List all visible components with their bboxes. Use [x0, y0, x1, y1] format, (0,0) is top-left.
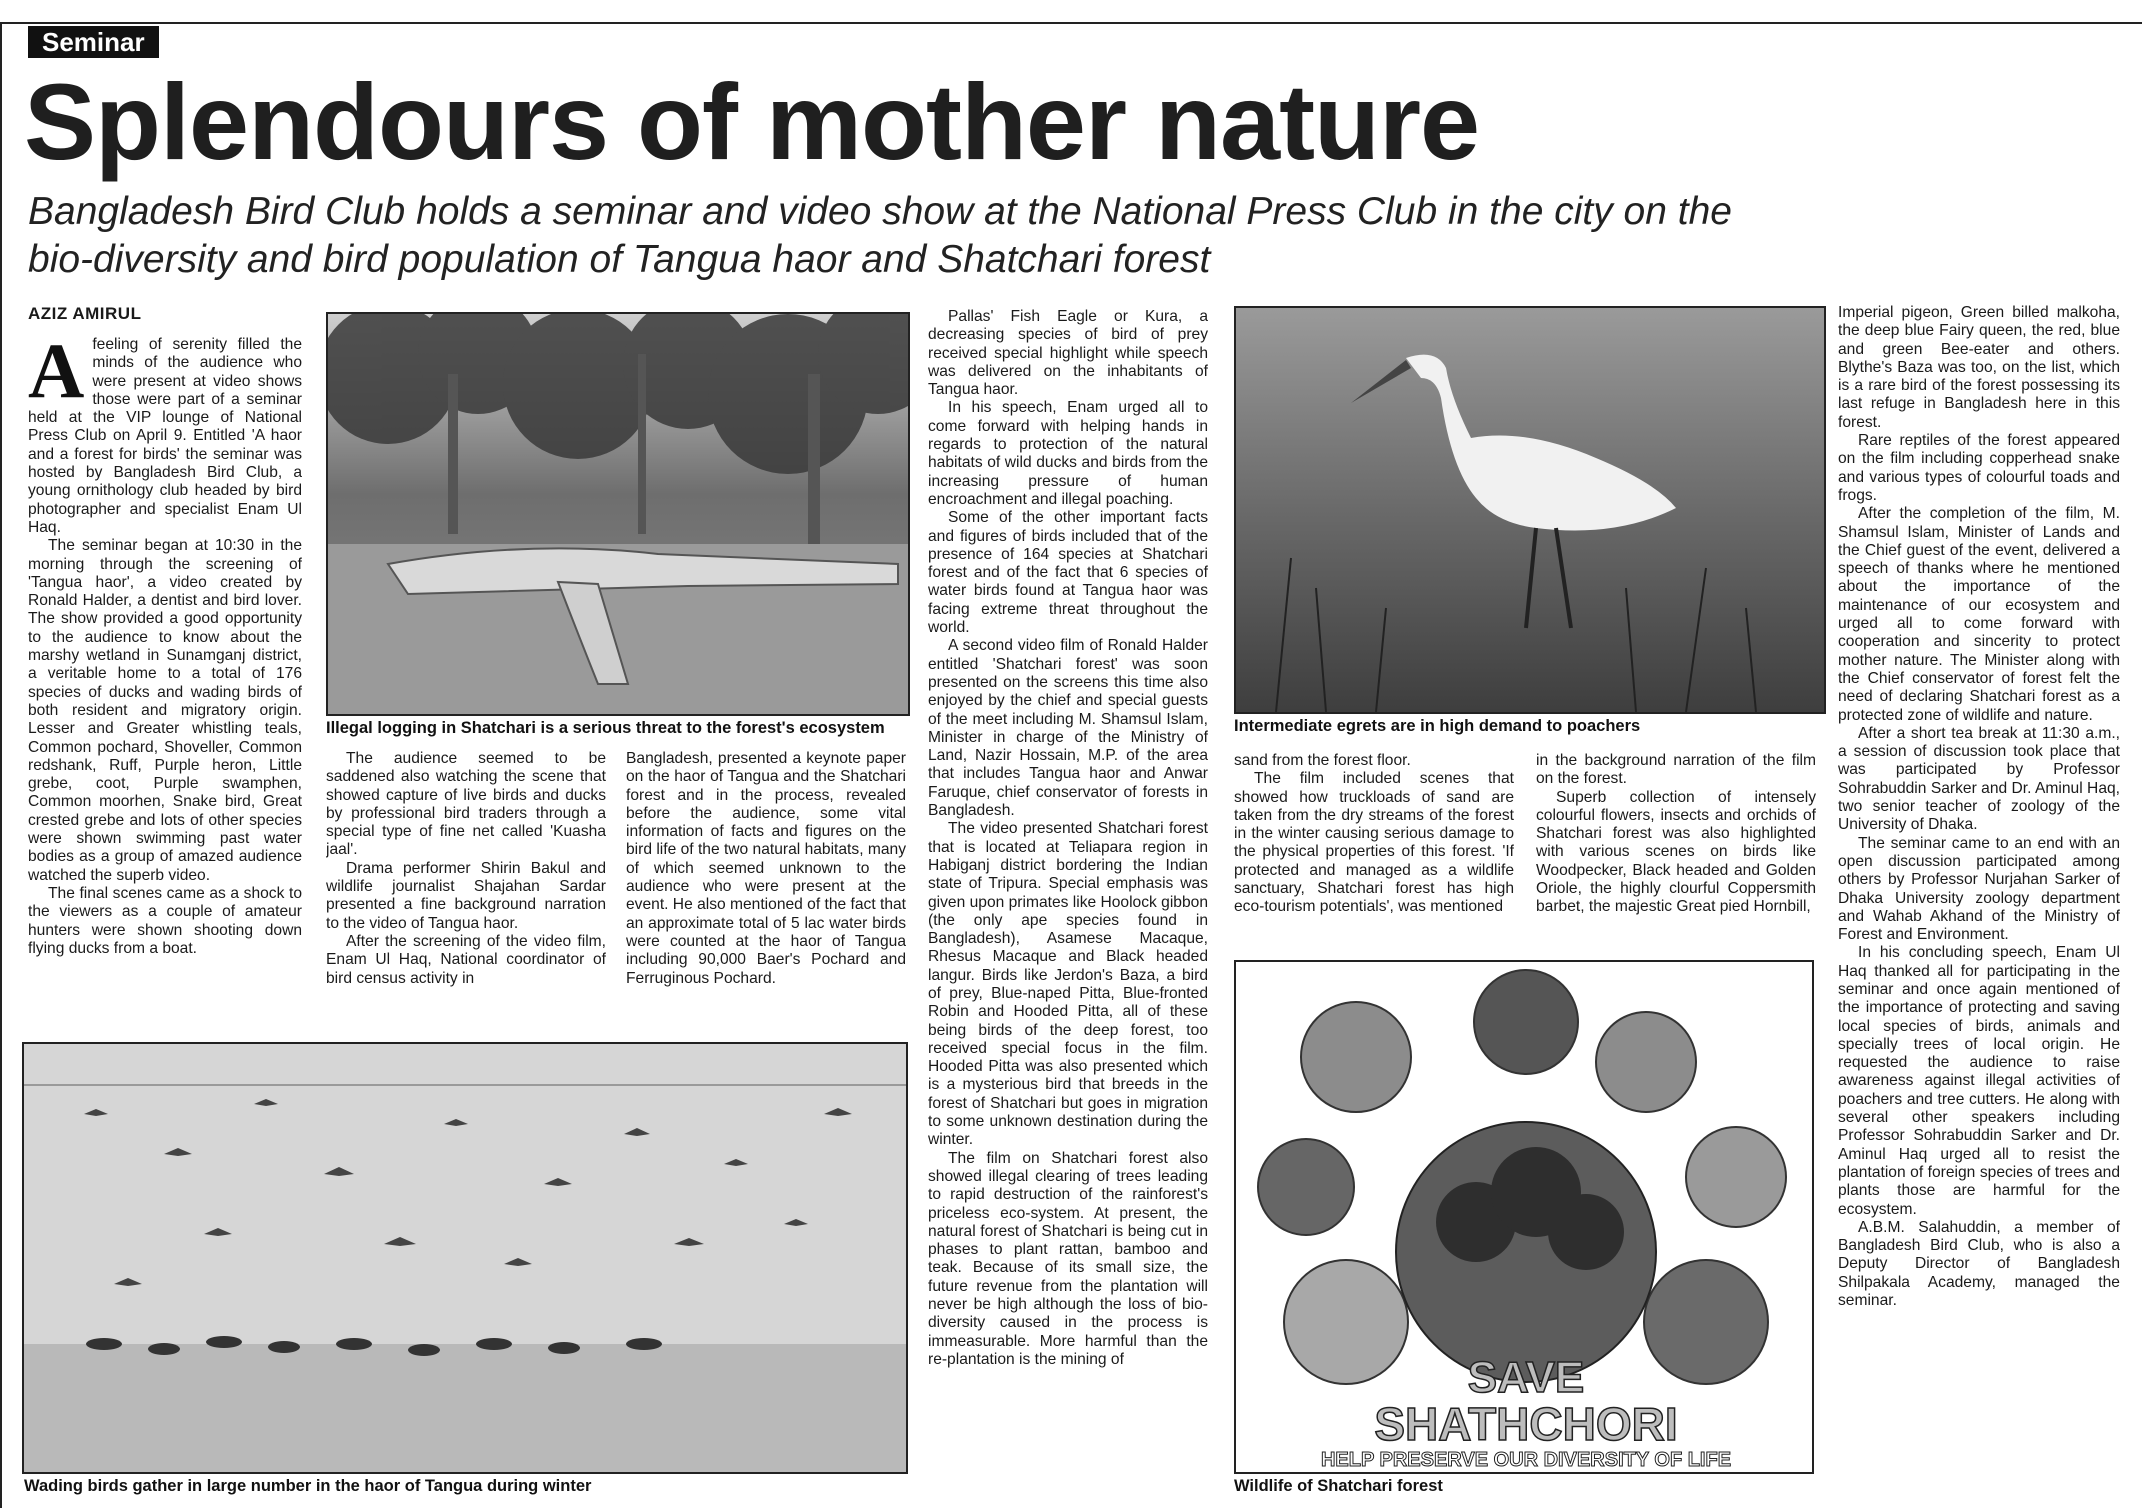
paragraph: After a short tea break at 11:30 a.m., a session of discussion took place that was participated by Professor Sohrabuddin Sarker and Dr. Aminul Haq, two senior teacher of zoology of the University of Dhaka.	[1838, 724, 2120, 834]
paragraph: The seminar came to an end with an open discussion participated among others by Professor Nurjahan Sarker of Dhaka University zoology department and Wahab Akhand of the Ministry of Forest and Environment.	[1838, 834, 2120, 944]
paragraph: sand from the forest floor.	[1234, 752, 1411, 769]
caption-logging: Illegal logging in Shatchari is a serious threat to the forest's ecosystem	[326, 719, 885, 737]
paragraph: Superb collection of intensely colourful flowers, insects and orchids of Shatchari forest was also highlighted with various scenes on birds like Woodpecker, Black headed and Golden Oriole, the highly clourful Coppersmith barbet, the majestic Great pied Hornbill,	[1536, 788, 1816, 916]
caption-egret: Intermediate egrets are in high demand to poachers	[1234, 717, 1641, 735]
left-rule	[0, 22, 2, 1508]
poster-title-text: SHATHCHORI	[1374, 1398, 1678, 1450]
section-label: Seminar	[28, 26, 159, 58]
article-column-4	[928, 308, 1208, 1494]
paragraph: After the completion of the film, M. Shamsul Islam, Minister of Lands and the Chief guest of the event, delivered a speech of thanks where he mentioned about the importance of the maintenance of our ecosystem and urged all to come forward with cooperation and sincerity to protect mother nature. The Minister along with the Chief conservator of forest felt the need of declaring Shatchari forest as a protected zone of wildlife and nature.	[1838, 505, 2120, 724]
paragraph: Bangladesh, presented a keynote paper on the haor of Tangua and the Shatchari forest and in the process, revealed before the audience, some vital information of facts and figures on the bird life of the two natural habitats, many of which seemed unknown to the audience who were present at the event. He also mentioned of the fact that an approximate total of 5 lac water birds were counted at the haor of Tangua including 90,000 Baer's Pochard and Ferruginous Pochard.	[626, 750, 906, 987]
wildlife-poster	[1234, 960, 1814, 1474]
article-column-2	[326, 750, 606, 1040]
paragraph: The final scenes came as a shock to the viewers as a couple of amateur hunters were shown shooting down flying ducks from a boat.	[28, 884, 302, 957]
poster-tagline: HELP PRESERVE OUR DIVERSITY OF LIFE	[1320, 1449, 1732, 1471]
article-column-5	[1234, 752, 1514, 952]
paragraph: Imperial pigeon, Green billed malkoha, the deep blue Fairy queen, the red, blue and green Bee-eater and others. Blythe's Baza was too, on the list, which is a rare bird of the forest possessing its last refuge in Bangladesh here in this forest.	[1838, 304, 2120, 431]
paragraph: In his concluding speech, Enam Ul Haq thanked all for participating in the seminar and once again mentioned of the importance of protecting and saving local species of birds, animals and specially trees of local origin. He requested the audience to raise awareness against illegal activities of poachers and tree cutters. He along with several other speakers including Professor Sohrabuddin Sarker and Dr. Aminul Haq urged all to resist the plantation of foreign species of trees and plants those are harmful for the ecosystem.	[1838, 944, 2120, 1218]
paragraph: The audience seemed to be saddened also watching the scene that showed capture of live birds and ducks by professional bird traders through a special type of fine net called 'Kuasha jaal'.	[326, 750, 606, 859]
paragraph: Pallas' Fish Eagle or Kura, a decreasing species of bird of prey received special highlight while speech was delivered on the inhabitants of Tangua haor.	[928, 308, 1208, 399]
caption-wildlife: Wildlife of Shatchari forest	[1234, 1477, 1443, 1495]
article-column-7	[1838, 304, 2120, 1496]
paragraph: in the background narration of the film on the forest.	[1536, 752, 1816, 788]
article-column-3	[626, 750, 906, 1040]
deck: Bangladesh Bird Club holds a seminar and video show at the National Press Club in the city on the bio-diversity and bird population of Tangua haor and Shatchari forest	[28, 190, 1732, 281]
byline: AZIZ AMIRUL	[28, 304, 142, 323]
paragraph: In his speech, Enam urged all to come forward with helping hands in regards to protection of the natural habitats of wild ducks and birds from the increasing pressure of human encroachment and illegal poaching.	[928, 399, 1208, 508]
paragraph: The film included scenes that showed how truckloads of sand are taken from the dry streams of the forest in the winter causing serious damage to the physical properties of this forest. 'If protected and managed as a wildlife sanctuary, Shatchari forest has high eco-tourism potentials', was mentioned	[1234, 770, 1514, 916]
article-column-6	[1536, 752, 1816, 952]
paragraph: The video presented Shatchari forest that is located at Teliapara region in Habiganj district bordering the Indian state of Tripura. Special emphasis was given upon primates like Hoolock gibbon (the only ape species found in Bangladesh), Asamese Macaque, Rhesus Macaque and Black headed langur. Birds like Jerdon's Baza, a bird of prey, Blue-naped Pitta, Blue-fronted Robin and Hooded Pitta, all of these being birds of the deep forest, too received special focus in the film. Hooded Pitta was also presented which is a mysterious bird that breeds in the forest of Shatchari but goes in migration to some unknown destination during the winter.	[928, 820, 1208, 1149]
wading-birds-photo	[22, 1042, 908, 1474]
paragraph: A.B.M. Salahuddin, a member of Bangladesh Bird Club, who is also a Deputy Director of Bangladesh Shilpakala Academy, managed the seminar.	[1838, 1218, 2120, 1310]
paragraph: A second video film of Ronald Halder entitled 'Shatchari forest' was soon presented on the screens this time also enjoyed by the chief and special guests of the meet including M. Shamsul Islam, Minister in charge of the Ministry of Land, Nazir Hossain, M.P. of the area that includes Tangua haor and Anwar Faruque, chief conservator of forests in Bangladesh.	[928, 637, 1208, 820]
paragraph: After the screening of the video film, Enam Ul Haq, National coordinator of bird census activity in	[326, 932, 606, 987]
paragraph: Some of the other important facts and figures of birds included that of the presence of 164 species at Shatchari forest and of the fact that 6 species of water birds found at Tangua haor was facing extreme threat throughout the world.	[928, 509, 1208, 637]
article-column-1	[28, 336, 302, 1036]
paragraph: The film on Shatchari forest also showed illegal clearing of trees leading to rapid destruction of the rainforest's priceless eco-system. At present, the natural forest of Shatchari is being cut in phases to plant rattan, bamboo and teak. Because of its small size, the future revenue from the plantation will never be high although the loss of bio-diversity caused in the process is immeasurable. More harmful than the re-plantation is the mining of	[928, 1149, 1208, 1368]
headline: Splendours of mother nature	[24, 61, 1480, 182]
logging-photo	[326, 312, 910, 716]
caption-wading: Wading birds gather in large number in the haor of Tangua during winter	[24, 1477, 592, 1495]
paragraph: feeling of serenity filled the minds of the audience who were present at video shows those were part of a seminar held at the VIP lounge of National Press Club on April 9. Entitled 'A haor and a forest for birds' the seminar was hosted by Bangladesh Bird Club, a young ornithology club headed by bird photographer and specialist Enam Ul Haq.	[28, 336, 302, 536]
paragraph: Rare reptiles of the forest appeared on the film including copperhead snake and various types of colourful toads and frogs.	[1838, 432, 2120, 504]
egret-photo	[1234, 306, 1826, 714]
top-rule	[0, 22, 2142, 24]
poster-save-text: SAVE	[1467, 1353, 1585, 1402]
paragraph: Drama performer Shirin Bakul and wildlife journalist Shajahan Sardar presented a fine background narration to the video of Tangua haor.	[326, 859, 606, 932]
paragraph: The seminar began at 10:30 in the morning through the screening of 'Tangua haor', a video created by Ronald Halder, a dentist and bird lover. The show provided a good opportunity to the audience to know about the marshy wetland in Sunamganj district, a veritable home to a total of 176 species of ducks and wading birds of both resident and migratory origin. Lesser and Greater whistling teals, Common pochard, Shoveller, Common redshank, Ruff, Purple heron, Little grebe, coot, Purple swamphen, Common moorhen, Snake bird, Great crested grebe and lots of other species were shown swimming past water bodies as a group of amazed audience watched the superb video.	[28, 537, 302, 884]
drop-cap: A	[28, 336, 85, 414]
